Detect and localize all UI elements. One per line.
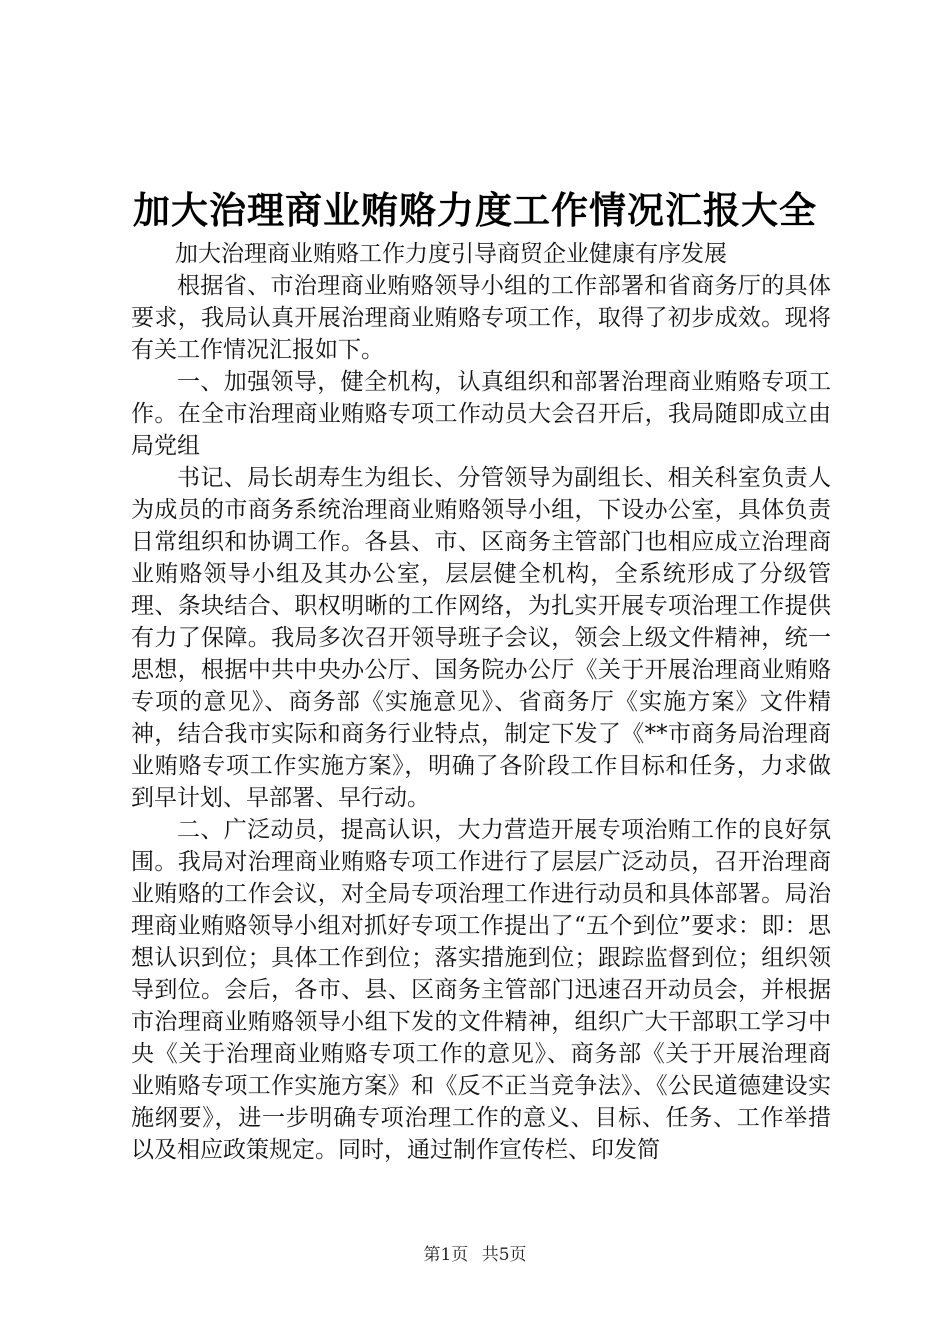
document-title: 加大治理商业贿赂力度工作情况汇报大全 [133,188,817,232]
paragraph: 一、加强领导，健全机构，认真组织和部署治理商业贿赂专项工作。在全市治理商业贿赂专项工作动员大会召开后，我局随即成立由局党组 [131,369,831,459]
page-footer [0,1244,950,1266]
page-total: 共5页 [481,1245,527,1265]
paragraph: 根据省、市治理商业贿赂领导小组的工作部署和省商务厅的具体要求，我局认真开展治理商业贿赂专项工作，取得了初步成效。现将有关工作情况汇报如下。 [131,273,831,363]
paragraph: 二、广泛动员，提高认识，大力营造开展专项治贿工作的良好氛围。我局对治理商业贿赂专项工作进行了层层广泛动员，召开治理商业贿赂的工作会议，对全局专项治理工作进行动员和具体部署。局治理商业贿赂领导小组对抓好专项工作提出了“五个到位”要求：即：思想认识到位；具体工作到位；落实措施到位；跟踪监督到位；组织领导到位。会后，各市、县、区商务主管部门迅速召开动员会，并根据市治理商业贿赂领导小组下发的文件精神，组织广大干部职工学习中央《关于治理商业贿赂专项工作的意见》、商务部《关于开展治理商业贿赂专项工作实施方案》和《反不正当竞争法》、《公民道德建设实施纲要》，进一步明确专项治理工作的意义、目标、任务、工作举措以及相应政策规定。同时，通过制作宣传栏、印发简 [131,817,831,1163]
page-number: 第1页 [423,1245,469,1265]
document-body [131,238,831,1166]
paragraph: 书记、局长胡寿生为组长、分管领导为副组长、相关科室负责人为成员的市商务系统治理商业贿赂领导小组，下设办公室，具体负责日常组织和协调工作。各县、市、区商务主管部门也相应成立治理商业贿赂领导小组及其办公室，层层健全机构，全系统形成了分级管理、条块结合、职权明晰的工作网络，为扎实开展专项治理工作提供有力了保障。我局多次召开领导班子会议，领会上级文件精神，统一思想，根据中共中央办公厅、国务院办公厅《关于开展治理商业贿赂专项的意见》、商务部《实施意见》、省商务厅《实施方案》文件精神，结合我市实际和商务行业特点，制定下发了《**市商务局治理商业贿赂专项工作实施方案》，明确了各阶段工作目标和任务，力求做到早计划、早部署、早行动。 [131,465,831,811]
document-subtitle: 加大治理商业贿赂工作力度引导商贸企业健康有序发展 [175,241,727,267]
